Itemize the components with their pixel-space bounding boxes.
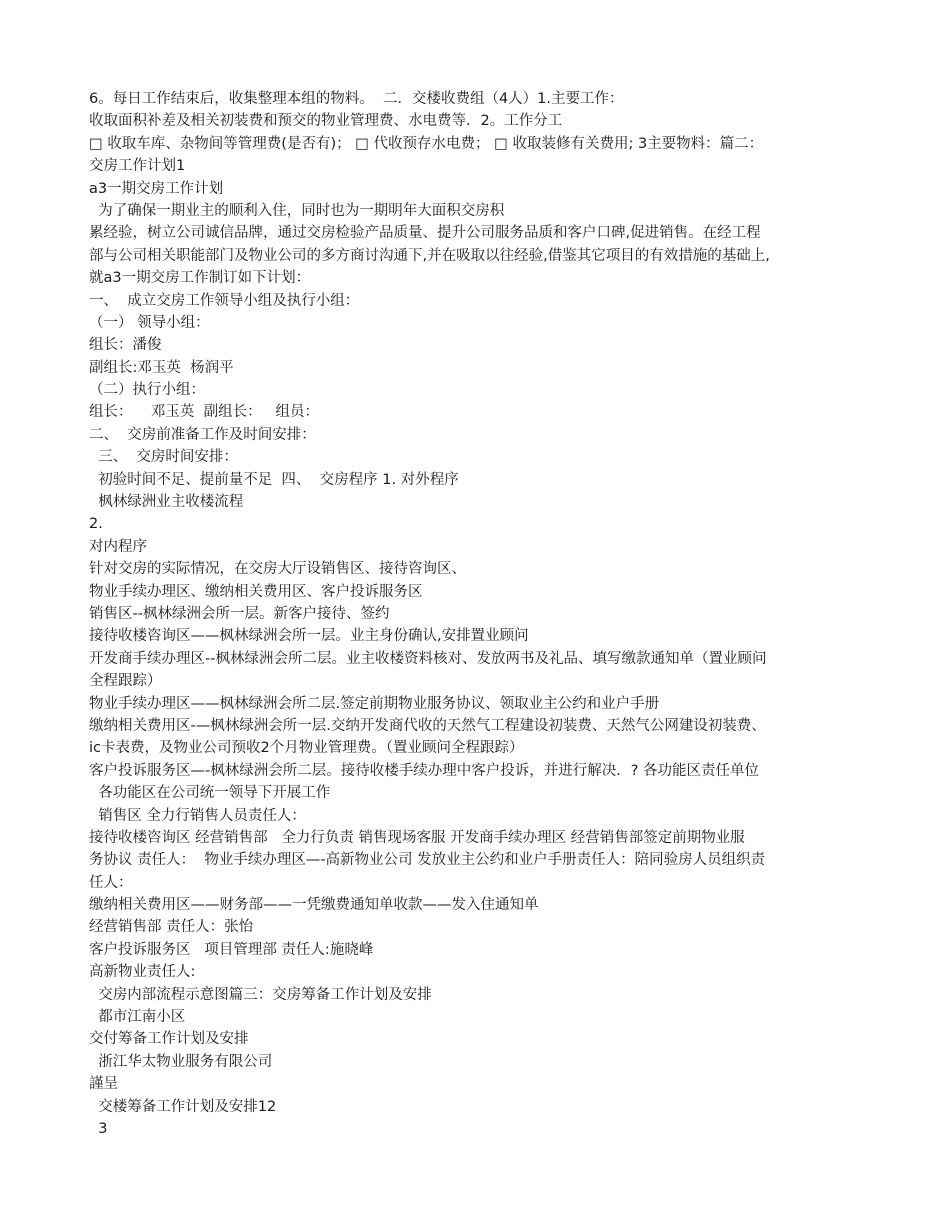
text-line: 接待收楼咨询区 经营销售部 全力行负责 销售现场客服 开发商手续办理区 经营销售部签定前期物业服	[89, 829, 745, 846]
text-line: □ 收取车库、杂物间等管理费(是否有)； □ 代收预存水电费； □ 收取装修有关费用; 3主要物料：篇二：	[89, 135, 764, 152]
text-line: 务协议 责任人： 物业手续办理区—-高新物业公司 发放业主公约和业户手册责任人：陪同验房人员组织责	[89, 852, 766, 869]
text-line: 客户投诉服务区 项目管理部 责任人:施晓峰	[89, 941, 374, 958]
text-line: 3	[89, 1120, 108, 1137]
text-line: 经营销售部 责任人：张怡	[89, 919, 254, 936]
text-line: 物业手续办理区、缴纳相关费用区、客户投诉服务区	[89, 583, 423, 600]
text-line: 收取面积补差及相关初装费和预交的物业管理费、水电费等．2。工作分工	[89, 113, 563, 130]
text-line: 浙江华太物业服务有限公司	[89, 1053, 273, 1070]
text-line: 交楼筹备工作计划及安排12	[89, 1098, 277, 1115]
text-line: a3一期交房工作计划	[89, 180, 224, 197]
text-line: 针对交房的实际情况，在交房大厅设销售区、接待咨询区、	[89, 561, 466, 578]
text-line: 组长：潘俊	[89, 337, 162, 354]
text-line: 謹呈	[89, 1076, 118, 1093]
text-line: 销售区 全力行销售人员责任人：	[89, 807, 306, 824]
text-line: （一） 领导小组：	[89, 314, 210, 331]
document-body	[89, 88, 879, 1140]
text-line: 各功能区在公司统一领导下开展工作	[89, 785, 331, 802]
text-line: 就a3一期交房工作制订如下计划：	[89, 270, 311, 287]
text-line: 初验时间不足、提前量不足 四、 交房程序 1. 对外程序	[89, 471, 459, 488]
text-line: 交房内部流程示意图篇三：交房筹备工作计划及安排	[89, 986, 432, 1003]
text-line: 客户投诉服务区—-枫林绿洲会所二层。接待收楼手续办理中客户投诉，并进行解决．? 各功能区责任单位	[89, 762, 760, 779]
text-line: 三、 交房时间安排：	[89, 449, 238, 466]
text-line: 物业手续办理区——枫林绿洲会所二层.签定前期物业服务协议、领取业主公约和业户手册	[89, 695, 660, 712]
text-line: 组长： 邓玉英 副组长： 组员：	[89, 404, 319, 421]
text-line: 高新物业责任人:	[89, 964, 196, 981]
text-line: 交付筹备工作计划及安排	[89, 1031, 249, 1048]
text-line: 缴纳相关费用区-—枫林绿洲会所一层.交纳开发商代收的天然气工程建设初装费、天然气公网建设初装费、	[89, 717, 766, 734]
text-line: 缴纳相关费用区——财务部——一凭缴费通知单收款——发入住通知单	[89, 897, 539, 914]
text-line: （二）执行小组：	[89, 382, 205, 399]
text-line: 累经验，树立公司诚信品牌，通过交房检验产品质量、提升公司服务品质和客户口碑,促进销售。在经工程	[89, 225, 761, 242]
text-line: 都市江南小区	[89, 1009, 186, 1026]
text-line: ic卡表费，及物业公司预收2个月物业管理费。（置业顾问全程跟踪）	[89, 740, 524, 757]
text-line: 部与公司相关职能部门及物业公司的多方商讨沟通下,并在吸取以往经验,借鉴其它项目的有效措施的基础上,	[89, 247, 770, 264]
text-line: 为了确保一期业主的顺利入住，同时也为一期明年大面积交房积	[89, 202, 505, 219]
text-line: 二、 交房前准备工作及时间安排：	[89, 426, 316, 443]
text-line: 销售区--枫林绿洲会所一层。新客户接待、签约	[89, 605, 390, 622]
text-line: 副组长:邓玉英 杨润平	[89, 359, 234, 376]
text-line: 对内程序	[89, 538, 147, 555]
text-line: 开发商手续办理区--枫林绿洲会所二层。业主收楼资料核对、发放两书及礼品、填写缴款通知单（置业顾问	[89, 650, 767, 667]
text-line: 2.	[89, 516, 103, 533]
text-line: 全程跟踪）	[89, 673, 162, 690]
text-line: 一、 成立交房工作领导小组及执行小组：	[89, 292, 360, 309]
text-line: 6。每日工作结束后，收集整理本组的物料。 二．交楼收费组（4人）1.主要工作：	[89, 91, 624, 107]
text-line: 交房工作计划1	[89, 158, 186, 175]
text-line: 任人：	[89, 874, 133, 891]
text-line: 枫林绿洲业主收楼流程	[89, 494, 244, 511]
text-line: 接待收楼咨询区——枫林绿洲会所一层。业主身份确认,安排置业顾问	[89, 628, 529, 645]
